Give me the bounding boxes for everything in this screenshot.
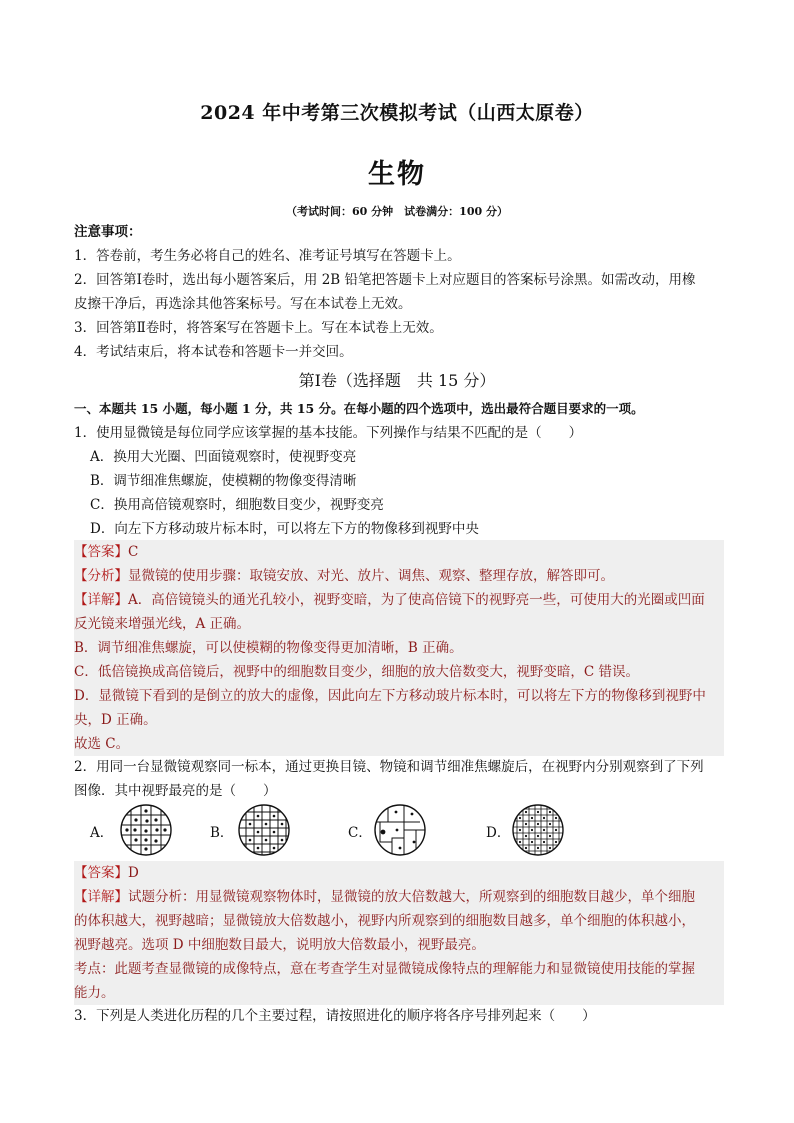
q1-analysis [74, 564, 724, 588]
microscope-view-d [510, 802, 566, 858]
q1-detail [74, 588, 724, 612]
detail-tag: 【详解】 [74, 889, 128, 905]
q1-option-d: D．向左下方移动玻片标本时，可以将左下方的物像移到视野中央 [90, 521, 479, 537]
q1-detail-line: C．低倍镜换成高倍镜后，视野中的细胞数目变少，细胞的放大倍数变大，视野变暗，C 错误。 [74, 660, 724, 684]
q2-point-line: 能力。 [74, 981, 724, 1005]
answer-tag: 【答案】 [74, 544, 128, 560]
microscope-view-b [236, 802, 292, 858]
section-instruction: 一、本题共 15 小题，每小题 1 分，共 15 分。在每小题的四个选项中，选出最符合题目要求的一项。 [74, 401, 644, 416]
note-item: 1．答卷前，考生务必将自己的姓名、准考证号填写在答题卡上。 [74, 248, 461, 264]
exam-title: 2024 年中考第三次模拟考试（山西太原卷） [200, 102, 594, 124]
q2-stem: 2．用同一台显微镜观察同一标本，通过更换目镜、物镜和调节细准焦螺旋后，在视野内分别观察到了下列 [74, 759, 704, 775]
subject-title: 生物 [368, 159, 426, 190]
q2-detail-line: 视野越亮。选项 D 中细胞数目最大，说明放大倍数最小，视野最亮。 [74, 933, 724, 957]
note-item: 2．回答第Ⅰ卷时，选出每小题答案后，用 2B 铅笔把答题卡上对应题目的答案标号涂黑。如需改动，用橡 [74, 272, 696, 288]
figure-label-c: C． [348, 825, 372, 841]
answer-value: C [128, 544, 139, 560]
q3-stem: 3．下列是人类进化历程的几个主要过程，请按照进化的顺序将各序号排列起来（ ） [74, 1008, 596, 1024]
answer-value: D [128, 865, 139, 881]
notes-heading: 注意事项： [74, 224, 142, 240]
note-item: 3．回答第Ⅱ卷时，将答案写在答题卡上。写在本试卷上无效。 [74, 320, 443, 336]
note-item: 皮擦干净后，再选涂其他答案标号。写在本试卷上无效。 [74, 296, 412, 312]
figure-label-d: D． [486, 825, 511, 841]
detail-text: A．高倍镜镜头的通光孔较小，视野变暗，为了使高倍镜下的视野亮一些，可使用大的光圈或凹面 [128, 592, 705, 608]
q1-detail-line: 央，D 正确。 [74, 708, 724, 732]
analysis-tag: 【分析】 [74, 568, 128, 584]
exam-info: （考试时间：60 分钟 试卷满分：100 分） [286, 205, 508, 218]
q2-figures [74, 802, 724, 860]
q1-detail-line: 故选 C。 [74, 732, 724, 756]
detail-tag: 【详解】 [74, 592, 128, 608]
q1-detail-line: 反光镜来增强光线，A 正确。 [74, 612, 724, 636]
answer-tag: 【答案】 [74, 865, 128, 881]
q2-detail-line: 的体积越大，视野越暗；显微镜放大倍数越小，视野内所观察到的细胞数目越多，单个细胞的体积越小， [74, 909, 724, 933]
q1-stem: 1．使用显微镜是每位同学应该掌握的基本技能。下列操作与结果不匹配的是（ ） [74, 425, 583, 441]
q1-option-a: A．换用大光圈、凹面镜观察时，使视野变亮 [90, 449, 357, 465]
q2-stem-line: 图像．其中视野最亮的是（ ） [74, 783, 277, 799]
q1-answer [74, 540, 724, 564]
microscope-view-c [372, 802, 428, 858]
q2-detail [74, 885, 724, 909]
q1-option-c: C．换用高倍镜观察时，细胞数目变少，视野变亮 [90, 497, 384, 513]
section-title: 第Ⅰ卷（选择题 共 15 分） [298, 371, 496, 390]
detail-text: 试题分析：用显微镜观察物体时，显微镜的放大倍数越大，所观察到的细胞数目越少，单个细胞 [128, 889, 695, 905]
note-item: 4．考试结束后，将本试卷和答题卡一并交回。 [74, 344, 353, 360]
q1-option-b: B．调节细准焦螺旋，使模糊的物像变得清晰 [90, 473, 357, 489]
q2-answer [74, 861, 724, 885]
figure-label-a: A． [90, 825, 114, 841]
q2-point-line: 考点：此题考查显微镜的成像特点，意在考查学生对显微镜成像特点的理解能力和显微镜使用技能的掌握 [74, 957, 724, 981]
q1-detail-line: D．显微镜下看到的是倒立的放大的虚像，因此向左下方移动玻片标本时，可以将左下方的物像移到视野中 [74, 684, 724, 708]
q1-detail-line: B．调节细准焦螺旋，可以使模糊的物像变得更加清晰，B 正确。 [74, 636, 724, 660]
figure-label-b: B． [210, 825, 234, 841]
analysis-text: 显微镜的使用步骤：取镜安放、对光、放片、调焦、观察、整理存放，解答即可。 [128, 568, 614, 584]
microscope-view-a [118, 802, 174, 858]
